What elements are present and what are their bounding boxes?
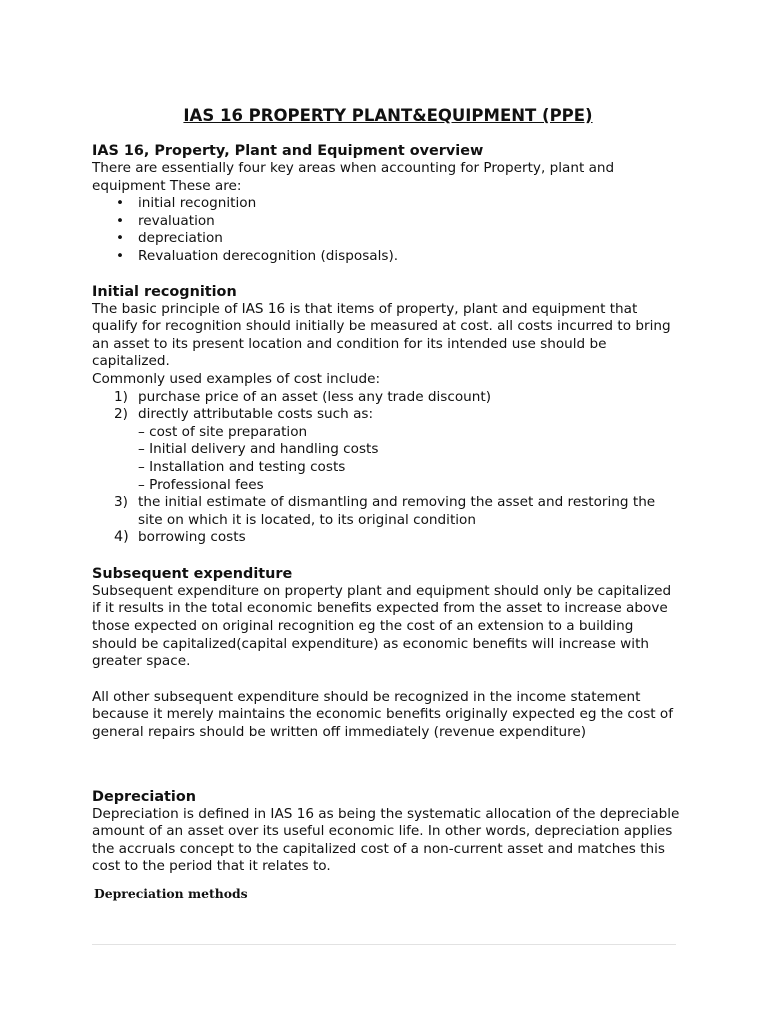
sub-list-item: – Installation and testing costs [138, 458, 346, 475]
subsequent-expenditure-heading: Subsequent expenditure [92, 565, 293, 582]
overview-heading: IAS 16, Property, Plant and Equipment overview [92, 143, 484, 159]
list-item: • initial recognition [138, 195, 682, 213]
item-number: 2) [114, 406, 128, 423]
item-number: 3) [114, 494, 128, 511]
subsequent-expenditure-paragraph-1: Subsequent expenditure on property plant and equipment should only be capitalized if it results in the total economic benefits expected from the asset to increase above those expected on original recognition eg the cost of an extension to a building should be capitalized(capital expenditure) as economic benefits will increase with greater space. [92, 582, 672, 670]
item-number: 1) [114, 388, 128, 405]
list-item [114, 388, 682, 407]
list-item [114, 406, 682, 494]
initial-recognition-paragraph: The basic principle of IAS 16 is that items of property, plant and equipment that qualify for recognition should initially be measured at cost. all costs incurred to bring an asset to its present location and condition for its intended use should be capitalized. [92, 300, 671, 370]
subsequent-expenditure-paragraph-2: All other subsequent expenditure should be recognized in the income statement because it merely maintains the economic benefits originally expected eg the cost of general repairs should be written off immediately (revenue expenditure) [92, 688, 674, 741]
list-item: • revaluation [138, 213, 682, 231]
sub-list-item: – cost of site preparation [138, 423, 308, 440]
depreciation-paragraph: Depreciation is defined in IAS 16 as being the systematic allocation of the depreciable amount of an asset over its useful economic life. In other words, depreciation applies the accruals concept to the capitalized cost of a non-current asset and matches this cost to the period that it relates to. [92, 805, 680, 875]
cost-examples-list [92, 389, 682, 547]
key-areas-list [92, 195, 682, 265]
list-item: • Revaluation derecognition (disposals). [138, 248, 682, 266]
document-title: IAS 16 PROPERTY PLANT&EQUIPMENT (PPE) [183, 106, 593, 125]
depreciation-heading: Depreciation [92, 788, 196, 805]
list-item [114, 529, 682, 547]
item-text: borrowing costs [138, 529, 246, 546]
initial-recognition-heading: Initial recognition [92, 283, 237, 300]
item-text: purchase price of an asset (less any trade discount) [138, 388, 492, 405]
attributable-costs-list [138, 424, 682, 494]
item-number: 4) [114, 529, 129, 546]
sub-list-item: – Initial delivery and handling costs [138, 441, 379, 458]
overview-intro: There are essentially four key areas when accounting for Property, plant and equipment These are: [92, 160, 615, 194]
page-divider [92, 944, 676, 945]
document-body [92, 106, 682, 902]
list-item [114, 494, 682, 529]
cost-examples-intro: Commonly used examples of cost include: [92, 370, 381, 387]
item-text: the initial estimate of dismantling and removing the asset and restoring the site on which it is located, to its original condition [138, 494, 656, 528]
item-text: directly attributable costs such as: [138, 406, 374, 423]
list-item: • depreciation [138, 230, 682, 248]
sub-list-item: – Professional fees [138, 476, 264, 493]
depreciation-methods-heading: Depreciation methods [94, 886, 248, 901]
